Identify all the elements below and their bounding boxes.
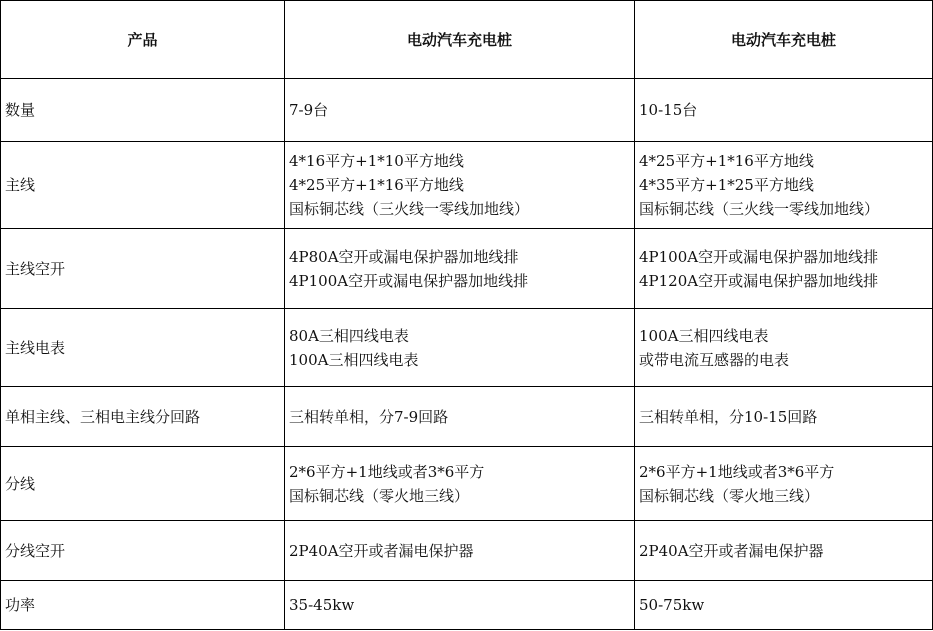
cell-line: 国标铜芯线（零火地三线） (289, 486, 470, 505)
cell-line: 2*6平方+1地线或者3*6平方 (289, 462, 485, 481)
table-header-row (1, 1, 933, 79)
cell-line: 2P40A空开或者漏电保护器 (639, 541, 824, 560)
table-row-branch-circuits (1, 387, 933, 447)
row-label: 数量 (1, 79, 285, 142)
cell-column-b (635, 581, 933, 630)
cell-line: 三相转单相，分10-15回路 (639, 407, 818, 426)
row-label: 单相主线、三相电主线分回路 (1, 387, 285, 447)
row-label: 主线 (1, 142, 285, 229)
cell-line: 4P100A空开或漏电保护器加地线排 (639, 247, 879, 266)
cell-line: 2*6平方+1地线或者3*6平方 (639, 462, 835, 481)
cell-line: 4P120A空开或漏电保护器加地线排 (639, 271, 879, 290)
row-label: 主线电表 (1, 309, 285, 387)
row-label: 功率 (1, 581, 285, 630)
table-row-branch-line (1, 447, 933, 521)
row-label: 主线空开 (1, 229, 285, 309)
cell-line: 100A三相四线电表 (289, 350, 419, 369)
cell-column-a (285, 581, 635, 630)
row-label: 分线空开 (1, 521, 285, 581)
cell-column-b (635, 142, 933, 229)
table-row-branch-breaker (1, 521, 933, 581)
cell-line: 4*35平方+1*25平方地线 (639, 176, 814, 194)
cell-line: 三相转单相，分7-9回路 (289, 407, 449, 426)
cell-line: 35-45kw (289, 596, 355, 614)
cell-column-b (635, 229, 933, 309)
cell-column-a (285, 142, 635, 229)
cell-column-a (285, 229, 635, 309)
header-column-a: 电动汽车充电桩 (285, 1, 635, 79)
cell-line: 50-75kw (639, 596, 705, 614)
cell-line: 4*25平方+1*16平方地线 (289, 176, 464, 194)
cell-line: 4*16平方+1*10平方地线 (289, 152, 464, 170)
cell-line: 4P80A空开或漏电保护器加地线排 (289, 247, 519, 266)
cell-column-a (285, 79, 635, 142)
cell-line: 国标铜芯线（三火线一零线加地线） (289, 200, 530, 218)
cell-line: 2P40A空开或者漏电保护器 (289, 541, 474, 560)
cell-line: 80A三相四线电表 (289, 326, 409, 345)
cell-line: 4*25平方+1*16平方地线 (639, 152, 814, 170)
table-row-quantity (1, 79, 933, 142)
cell-column-b (635, 309, 933, 387)
cell-column-a (285, 521, 635, 581)
row-label: 分线 (1, 447, 285, 521)
cell-column-a (285, 309, 635, 387)
cell-line: 7-9台 (289, 101, 329, 119)
cell-column-b (635, 447, 933, 521)
header-product: 产品 (1, 1, 285, 79)
cell-column-a (285, 387, 635, 447)
table-row-main-breaker (1, 229, 933, 309)
cell-line: 4P100A空开或漏电保护器加地线排 (289, 271, 529, 290)
cell-column-b (635, 521, 933, 581)
cell-line: 10-15台 (639, 101, 698, 119)
table-row-power (1, 581, 933, 630)
cell-line: 国标铜芯线（三火线一零线加地线） (639, 200, 880, 218)
table-row-main-line (1, 142, 933, 229)
cell-column-a (285, 447, 635, 521)
header-column-b: 电动汽车充电桩 (635, 1, 933, 79)
cell-column-b (635, 387, 933, 447)
cell-line: 100A三相四线电表 (639, 326, 769, 345)
cell-line: 或带电流互感器的电表 (639, 350, 790, 369)
cell-column-b (635, 79, 933, 142)
cell-line: 国标铜芯线（零火地三线） (639, 486, 820, 505)
table-row-main-meter (1, 309, 933, 387)
